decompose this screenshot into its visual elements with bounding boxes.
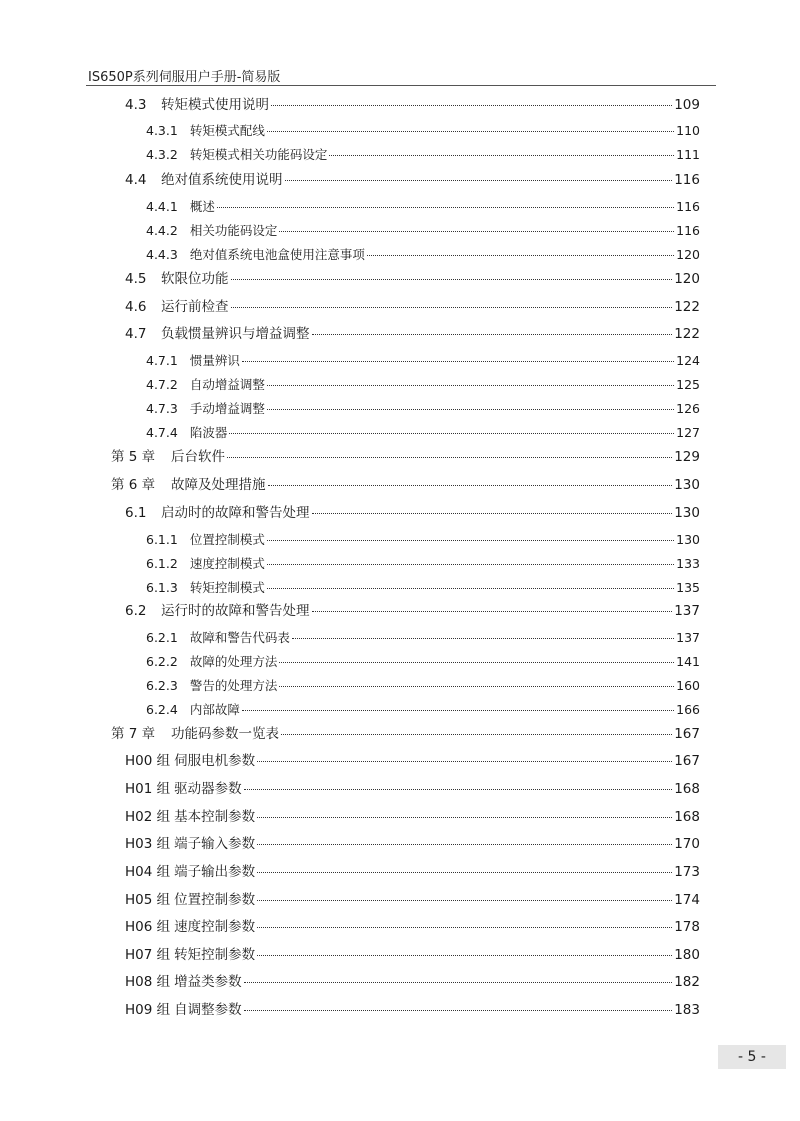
toc-entry[interactable] bbox=[125, 890, 700, 910]
toc-entry-number: 4.3.1 bbox=[146, 123, 178, 138]
dot-leader bbox=[268, 485, 673, 486]
toc-entry-title: 位置控制参数 bbox=[174, 892, 256, 908]
dot-leader bbox=[257, 761, 672, 762]
dot-leader bbox=[244, 1010, 673, 1011]
toc-entry-title: 故障和警告代码表 bbox=[189, 630, 290, 645]
toc-entry-number: H07 组 bbox=[125, 947, 171, 963]
dot-leader bbox=[312, 611, 673, 612]
toc-entry-title: 手动增益调整 bbox=[189, 401, 265, 416]
toc-entry-number: H01 组 bbox=[125, 781, 171, 797]
toc-entry-title: 惯量辨识 bbox=[189, 353, 240, 368]
dot-leader bbox=[257, 955, 672, 956]
toc-entry[interactable] bbox=[125, 95, 700, 115]
toc-entry-page: 116 bbox=[676, 223, 700, 238]
toc-entry[interactable] bbox=[146, 578, 700, 598]
toc-entry[interactable] bbox=[146, 221, 700, 241]
toc-entry-page: 133 bbox=[676, 556, 700, 571]
toc-entry-title: 转矩模式配线 bbox=[189, 123, 265, 138]
toc-entry-page: 122 bbox=[674, 326, 700, 342]
toc-entry-number: 6.2.4 bbox=[146, 702, 178, 717]
toc-entry-page: 130 bbox=[674, 505, 700, 521]
toc-entry[interactable] bbox=[146, 351, 700, 371]
toc-entry-title: 自调整参数 bbox=[174, 1002, 242, 1018]
toc-entry-number: 4.3 bbox=[125, 97, 147, 113]
toc-entry-page: 137 bbox=[674, 603, 700, 619]
toc-entry[interactable] bbox=[125, 601, 700, 621]
toc-entry-page: 166 bbox=[676, 702, 700, 717]
toc-entry[interactable] bbox=[146, 700, 700, 720]
dot-leader bbox=[281, 734, 672, 735]
toc-entry-page: 137 bbox=[676, 630, 700, 645]
toc-entry-page: 168 bbox=[674, 809, 700, 825]
toc-entry-page: 180 bbox=[674, 947, 700, 963]
toc-entry[interactable] bbox=[125, 297, 700, 317]
dot-leader bbox=[267, 540, 674, 541]
dot-leader bbox=[279, 686, 674, 687]
toc-entry-number: 第 5 章 bbox=[111, 449, 156, 465]
dot-leader bbox=[279, 231, 674, 232]
toc-entry[interactable] bbox=[125, 269, 700, 289]
dot-leader bbox=[312, 513, 673, 514]
toc-entry-page: 141 bbox=[676, 654, 700, 669]
toc-entry-page: 173 bbox=[674, 864, 700, 880]
toc-entry-number: 6.1.2 bbox=[146, 556, 178, 571]
dot-leader bbox=[244, 982, 673, 983]
toc-entry-page: 116 bbox=[676, 199, 700, 214]
toc-entry-number: 6.2.2 bbox=[146, 654, 178, 669]
toc-entry-title: 绝对值系统电池盒使用注意事项 bbox=[189, 247, 365, 262]
toc-entry-number: 6.2.1 bbox=[146, 630, 178, 645]
toc-entry-page: 116 bbox=[674, 172, 700, 188]
toc-entry[interactable] bbox=[125, 862, 700, 882]
toc-entry[interactable] bbox=[125, 170, 700, 190]
toc-entry-page: 127 bbox=[676, 425, 700, 440]
toc-entry-title: 陷波器 bbox=[189, 425, 228, 440]
toc-entry-title: 驱动器参数 bbox=[174, 781, 242, 797]
dot-leader bbox=[244, 789, 673, 790]
dot-leader bbox=[285, 180, 673, 181]
toc-entry-title: 后台软件 bbox=[171, 449, 225, 465]
toc-entry-number: 6.2 bbox=[125, 603, 147, 619]
toc-entry-page: 109 bbox=[674, 97, 700, 113]
toc-entry-title: 故障的处理方法 bbox=[189, 654, 278, 669]
toc-entry-title: 运行前检查 bbox=[161, 299, 229, 315]
toc-entry-number: 4.7.2 bbox=[146, 377, 178, 392]
toc-entry[interactable] bbox=[111, 475, 700, 495]
toc-entry-title: 故障及处理措施 bbox=[171, 477, 266, 493]
dot-leader bbox=[267, 131, 674, 132]
toc-entry-title: 转矩控制模式 bbox=[189, 580, 265, 595]
toc-entry[interactable] bbox=[125, 1000, 700, 1020]
toc-entry[interactable] bbox=[125, 807, 700, 827]
toc-entry-page: 174 bbox=[674, 892, 700, 908]
dot-leader bbox=[242, 361, 674, 362]
toc-entry-number: H08 组 bbox=[125, 974, 171, 990]
toc-entry[interactable] bbox=[146, 145, 700, 165]
toc-entry-title: 负载惯量辨识与增益调整 bbox=[161, 326, 310, 342]
toc-entry[interactable] bbox=[146, 652, 700, 672]
toc-entry-number: 4.4 bbox=[125, 172, 147, 188]
toc-entry-title: 转矩模式相关功能码设定 bbox=[189, 147, 328, 162]
dot-leader bbox=[292, 638, 674, 639]
toc-entry-title: 基本控制参数 bbox=[174, 809, 256, 825]
toc-entry-page: 129 bbox=[674, 449, 700, 465]
toc-entry-number: 6.2.3 bbox=[146, 678, 178, 693]
toc-entry-title: 端子输出参数 bbox=[174, 864, 256, 880]
toc-entry-number: H05 组 bbox=[125, 892, 171, 908]
toc-entry-page: 125 bbox=[676, 377, 700, 392]
toc-entry[interactable] bbox=[146, 676, 700, 696]
toc-entry-number: 4.4.1 bbox=[146, 199, 178, 214]
toc-entry[interactable] bbox=[146, 121, 700, 141]
toc-entry[interactable] bbox=[146, 530, 700, 550]
toc-entry-title: 警告的处理方法 bbox=[189, 678, 278, 693]
toc-entry-title: 概述 bbox=[189, 199, 215, 214]
dot-leader bbox=[257, 927, 672, 928]
toc-entry-page: 130 bbox=[676, 532, 700, 547]
dot-leader bbox=[257, 900, 672, 901]
toc-entry-title: 转矩控制参数 bbox=[174, 947, 256, 963]
dot-leader bbox=[257, 817, 672, 818]
toc-entry-number: 4.7.1 bbox=[146, 353, 178, 368]
dot-leader bbox=[217, 207, 674, 208]
toc-entry-number: 6.1.1 bbox=[146, 532, 178, 547]
toc-entry[interactable] bbox=[125, 503, 700, 523]
toc-entry-number: 4.7.4 bbox=[146, 425, 178, 440]
toc-entry[interactable] bbox=[125, 972, 700, 992]
dot-leader bbox=[279, 662, 674, 663]
toc-entry-number: 4.4.3 bbox=[146, 247, 178, 262]
toc-entry-title: 内部故障 bbox=[189, 702, 240, 717]
toc-entry-title: 位置控制模式 bbox=[189, 532, 265, 547]
dot-leader bbox=[242, 710, 674, 711]
toc-entry-title: 运行时的故障和警告处理 bbox=[161, 603, 310, 619]
toc-entry[interactable] bbox=[146, 245, 700, 265]
toc-entry-number: 4.5 bbox=[125, 271, 147, 287]
toc-entry-page: 122 bbox=[674, 299, 700, 315]
toc-entry[interactable] bbox=[111, 447, 700, 467]
toc-entry-page: 160 bbox=[676, 678, 700, 693]
toc-entry[interactable] bbox=[125, 751, 700, 771]
page-number-badge: - 5 - bbox=[718, 1045, 786, 1069]
dot-leader bbox=[267, 409, 674, 410]
dot-leader bbox=[271, 105, 672, 106]
toc-entry-number: 第 7 章 bbox=[111, 726, 156, 742]
dot-leader bbox=[231, 279, 673, 280]
toc-entry-title: 绝对值系统使用说明 bbox=[161, 172, 283, 188]
toc-entry-page: 182 bbox=[674, 974, 700, 990]
toc-entry-page: 110 bbox=[676, 123, 700, 138]
toc-entry[interactable] bbox=[146, 628, 700, 648]
toc-entry-page: 120 bbox=[674, 271, 700, 287]
toc-entry-title: 端子输入参数 bbox=[174, 836, 256, 852]
toc-entry-number: H04 组 bbox=[125, 864, 171, 880]
toc-entry-page: 120 bbox=[676, 247, 700, 262]
toc-entry[interactable] bbox=[125, 324, 700, 344]
toc-entry[interactable] bbox=[125, 945, 700, 965]
toc-entry[interactable] bbox=[146, 375, 700, 395]
dot-leader bbox=[267, 588, 674, 589]
toc-entry[interactable] bbox=[125, 779, 700, 799]
toc-entry-page: 126 bbox=[676, 401, 700, 416]
dot-leader bbox=[312, 334, 673, 335]
toc-entry[interactable] bbox=[146, 423, 700, 443]
toc-entry[interactable] bbox=[125, 834, 700, 854]
document-header-title: IS650P系列伺服用户手册-简易版 bbox=[88, 70, 281, 85]
dot-leader bbox=[231, 307, 673, 308]
toc-entry-title: 相关功能码设定 bbox=[189, 223, 278, 238]
toc-entry[interactable] bbox=[146, 554, 700, 574]
toc-entry-title: 软限位功能 bbox=[161, 271, 229, 287]
toc-entry-title: 速度控制参数 bbox=[174, 919, 256, 935]
toc-entry-title: 增益类参数 bbox=[174, 974, 242, 990]
toc-entry-title: 自动增益调整 bbox=[189, 377, 265, 392]
toc-entry-page: 111 bbox=[676, 147, 700, 162]
toc-entry-number: 4.7 bbox=[125, 326, 147, 342]
toc-entry-number: 6.1 bbox=[125, 505, 147, 521]
toc-entry-number: H06 组 bbox=[125, 919, 171, 935]
dot-leader bbox=[329, 155, 674, 156]
toc-entry-page: 135 bbox=[676, 580, 700, 595]
toc-entry-number: H03 组 bbox=[125, 836, 171, 852]
toc-entry-page: 170 bbox=[674, 836, 700, 852]
dot-leader bbox=[257, 844, 672, 845]
toc-entry-title: 启动时的故障和警告处理 bbox=[161, 505, 310, 521]
toc-entry-page: 167 bbox=[674, 726, 700, 742]
header-divider bbox=[86, 85, 716, 86]
toc-entry[interactable] bbox=[146, 399, 700, 419]
toc-entry-number: 4.7.3 bbox=[146, 401, 178, 416]
dot-leader bbox=[367, 255, 674, 256]
toc-entry-title: 伺服电机参数 bbox=[174, 753, 256, 769]
dot-leader bbox=[267, 564, 674, 565]
dot-leader bbox=[229, 433, 674, 434]
toc-entry-title: 转矩模式使用说明 bbox=[161, 97, 269, 113]
toc-entry-number: 4.4.2 bbox=[146, 223, 178, 238]
toc-entry-number: H02 组 bbox=[125, 809, 171, 825]
toc-entry-page: 124 bbox=[676, 353, 700, 368]
dot-leader bbox=[257, 872, 672, 873]
toc-entry[interactable] bbox=[125, 917, 700, 937]
toc-entry-page: 178 bbox=[674, 919, 700, 935]
toc-entry-number: H00 组 bbox=[125, 753, 171, 769]
toc-entry-page: 183 bbox=[674, 1002, 700, 1018]
toc-entry-page: 168 bbox=[674, 781, 700, 797]
toc-entry-title: 速度控制模式 bbox=[189, 556, 265, 571]
toc-entry[interactable] bbox=[111, 724, 700, 744]
toc-entry-number: 第 6 章 bbox=[111, 477, 156, 493]
toc-entry-number: H09 组 bbox=[125, 1002, 171, 1018]
dot-leader bbox=[267, 385, 674, 386]
toc-entry-page: 167 bbox=[674, 753, 700, 769]
toc-entry-number: 4.3.2 bbox=[146, 147, 178, 162]
dot-leader bbox=[227, 457, 672, 458]
toc-entry-page: 130 bbox=[674, 477, 700, 493]
toc-entry-number: 6.1.3 bbox=[146, 580, 178, 595]
toc-entry-title: 功能码参数一览表 bbox=[171, 726, 279, 742]
toc-entry-number: 4.6 bbox=[125, 299, 147, 315]
toc-entry[interactable] bbox=[146, 197, 700, 217]
